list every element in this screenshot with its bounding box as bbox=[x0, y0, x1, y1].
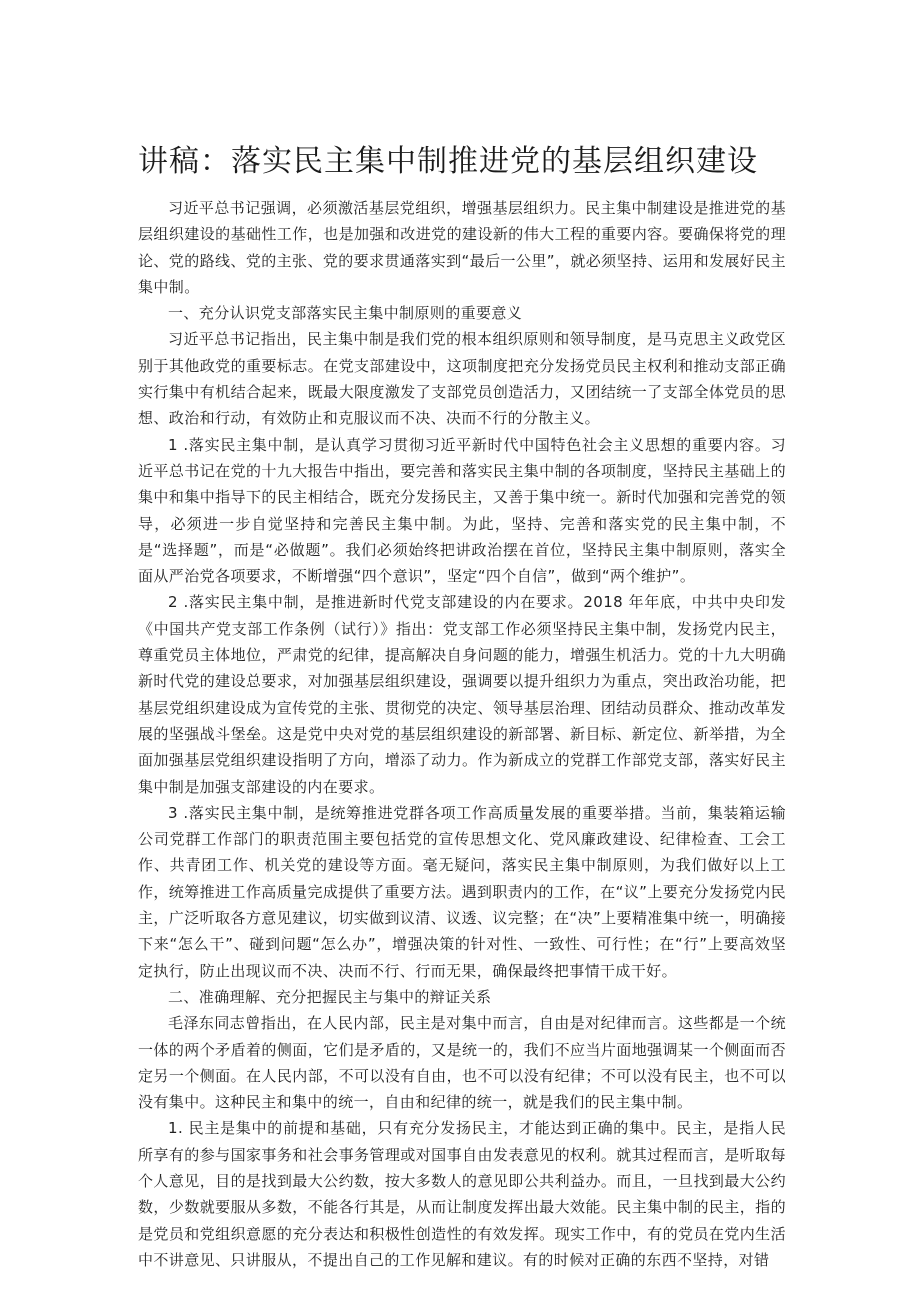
document-body bbox=[138, 195, 786, 1273]
document-title: 讲稿：落实民主集中制推进党的基层组织建设 bbox=[138, 144, 758, 179]
body-paragraph: 习近平总书记指出，民主集中制是我们党的根本组织原则和领导制度，是马克思主义政党区别于其他政党的重要标志。在党支部建设中，这项制度把充分发扬党员民主权利和推动支部正确实行集中有机结合起来，既最大限度激发了支部党员创造活力，又团结统一了支部全体党员的思想、政治和行动，有效防止和克服议而不决、决而不行的分散主义。 bbox=[138, 330, 786, 428]
body-paragraph: 1 .落实民主集中制，是认真学习贯彻习近平新时代中国特色社会主义思想的重要内容。习近平总书记在党的十九大报告中指出，要完善和落实民主集中制的各项制度，坚持民主基础上的集中和集中指导下的民主相结合，既充分发扬民主，又善于集中统一。新时代加强和完善党的领导，必须进一步自觉坚持和完善民主集中制。为此，坚持、完善和落实党的民主集中制，不是“选择题”，而是“必做题”。我们必须始终把讲政治摆在首位，坚持民主集中制原则，落实全面从严治党各项要求，不断增强“四个意识”，坚定“四个自信”，做到“两个维护”。 bbox=[138, 435, 786, 586]
body-paragraph: 1. 民主是集中的前提和基础，只有充分发扬民主，才能达到正确的集中。民主，是指人民所享有的参与国家事务和社会事务管理或对国事自由发表意见的权利。就其过程而言，是听取每个人意见，目的是找到最大公约数，按大多数人的意见即公共利益办。而且，一旦找到最大公约数，少数就要服从多数，不能各行其是，从而让制度发挥出最大效能。民主集中制的民主，指的是党员和党组织意愿的充分表达和积极性创造性的有效发挥。现实工作中，有的党员在党内生活中不讲意见、只讲服从，不提出自己的工作见解和建议。有的时候对正确的东西不坚持，对错 bbox=[138, 1119, 786, 1269]
section-heading-1: 一、充分认识党支部落实民主集中制原则的重要意义 bbox=[168, 304, 523, 323]
body-paragraph: 3 .落实民主集中制，是统筹推进党群各项工作高质量发展的重要举措。当前，集装箱运输公司党群工作部门的职责范围主要包括党的宣传思想文化、党风廉政建设、纪律检查、工会工作、共青团工作、机关党的建设等方面。毫无疑问，落实民主集中制原则，为我们做好以上工作，统筹推进工作高质量完成提供了重要方法。遇到职责内的工作，在“议”上要充分发扬党内民主，广泛听取各方意见建议，切实做到议清、议透、议完整；在“决”上要精准集中统一，明确接下来“怎么干”、碰到问题“怎么办”，增强决策的针对性、一致性、可行性；在“行”上要高效坚定执行，防止出现议而不决、决而不行、行而无果，确保最终把事情干成干好。 bbox=[138, 803, 786, 980]
body-paragraph: 毛泽东同志曾指出，在人民内部，民主是对集中而言，自由是对纪律而言。这些都是一个统一体的两个矛盾着的侧面，它们是矛盾的，又是统一的，我们不应当片面地强调某一个侧面而否定另一个侧面。在人民内部，不可以没有自由，也不可以没有纪律；不可以没有民主，也不可以没有集中。这种民主和集中的统一，自由和纪律的统一，就是我们的民主集中制。 bbox=[138, 1014, 786, 1112]
intro-paragraph: 习近平总书记强调，必须激活基层党组织，增强基层组织力。民主集中制建设是推进党的基层组织建设的基础性工作，也是加强和改进党的建设新的伟大工程的重要内容。要确保将党的理论、党的路线、党的主张、党的要求贯通落实到“最后一公里”，就必须坚持、运用和发展好民主集中制。 bbox=[138, 199, 786, 296]
section-heading-2: 二、准确理解、充分把握民主与集中的辩证关系 bbox=[168, 987, 492, 1006]
body-paragraph: 2 .落实民主集中制，是推进新时代党支部建设的内在要求。2018 年年底，中共中央印发《中国共产党支部工作条例（试行）》指出：党支部工作必须坚持民主集中制，发扬党内民主，尊重党员主体地位，严肃党的纪律，提高解决自身问题的能力，增强生机活力。党的十九大明确新时代党的建设总要求，对加强基层组织建设，强调要以提升组织力为重点，突出政治功能，把基层党组织建设成为宣传党的主张、贯彻党的决定、领导基层治理、团结动员群众、推动改革发展的坚强战斗堡垒。这是党中央对党的基层组织建设的新部署、新目标、新定位、新举措，为全面加强基层党组织建设指明了方向，增添了动力。作为新成立的党群工作部党支部，落实好民主集中制是加强支部建设的内在要求。 bbox=[138, 593, 786, 796]
